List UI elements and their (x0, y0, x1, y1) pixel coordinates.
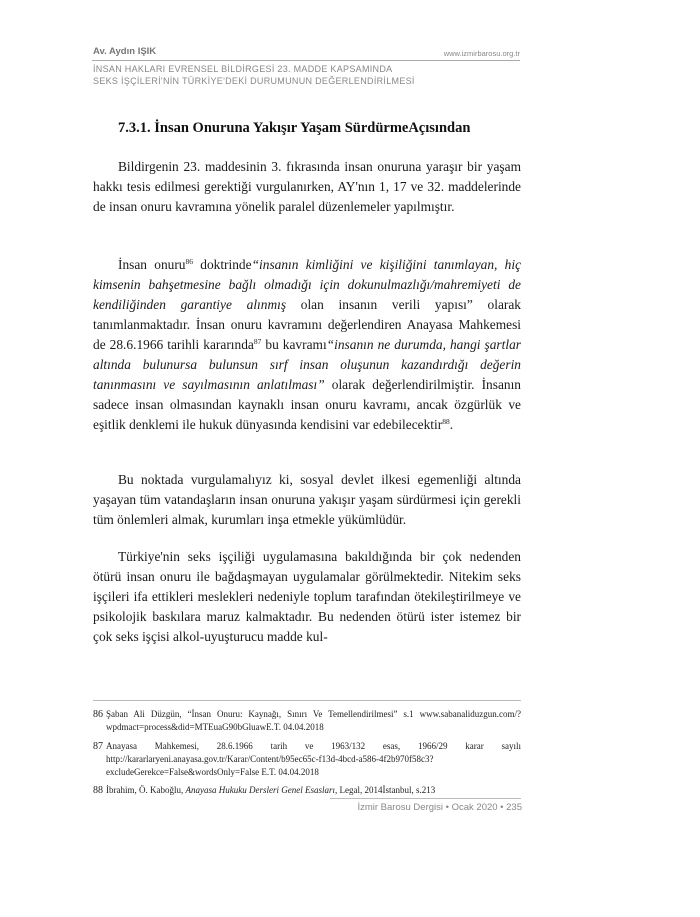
footnote-text-a: İbrahim, Ö. Kaboğlu, (106, 785, 186, 795)
footnote-86 (93, 708, 521, 734)
paragraph-2 (93, 255, 521, 435)
p2-quote-1: “insanın kimliğini ve kişiliğini tanımlayan, hiç kimsenin bahşetmesine bağlı olmadığı için dokunulmazlığı/mahremiyeti de kendiliğinden garantiye alınmış (93, 257, 522, 312)
footnote-rule (93, 700, 521, 701)
header-title-line-1: İNSAN HAKLARI EVRENSEL BİLDİRGESİ 23. MADDE KAPSAMINDA (93, 64, 393, 74)
footnote-text: Şaban Ali Düzgün, “İnsan Onuru: Kaynağı, Sınırı Ve Temellendirilmesi” s.1 www.sabanaliduzgun.com/?wpdmact=process&did=MTEuaG90bGluawE.T. 04.04.2018 (106, 709, 521, 732)
header-title-line-2: SEKS İŞÇİLERİ'NİN TÜRKİYE'DEKİ DURUMUNUN DEĞERLENDİRİLMESİ (93, 76, 415, 86)
p2-part-a: İnsan onuru (118, 257, 186, 272)
p2-quote-2: “insanın ne durumda, hangi şartlar altında bulunursa bulunsun sırf insan oluşunun kazandırdığı değerin tanınmasını ve sayılmasının anlatılması” (93, 337, 521, 392)
paragraph-4 (93, 547, 521, 647)
footnote-ref-87[interactable]: 87 (253, 337, 262, 346)
header-rule (92, 60, 520, 61)
footnote-ref-88[interactable]: 88 (442, 417, 450, 426)
paragraph-3 (93, 470, 521, 530)
footnote-book-title: Anayasa Hukuku Dersleri Genel Esasları, (185, 785, 338, 795)
header-author: Av. Aydın IŞIK (93, 46, 157, 57)
footnote-number: 87 (93, 741, 103, 752)
p2-part-h: . (449, 417, 454, 432)
header-article-title (93, 63, 415, 87)
p2-part-e: bu kavramı (261, 337, 327, 352)
paragraph-1-text: Bildirgenin 23. maddesinin 3. fıkrasında insan onuruna yaraşır bir yaşam hakkı tesis edilmesi gerektiği vurgulanırken, AY'nın 1, 17 ve 32. maddelerinde de insan onuru kavramına yönelik paralel düzenlemeler yapılmıştır. (93, 159, 521, 214)
header-url[interactable]: www.izmirbarosu.org.tr (443, 49, 520, 58)
p2-part-g: olarak değerlendirilmiştir. İnsanın sadece insan olmasından kaynaklı insan onuru kavramı, ancak özgürlük ve eşitlik denklemi ile hukuk dünyasında kendisini var edebilecektir (93, 377, 521, 432)
footnote-number: 86 (93, 709, 103, 720)
footnote-ref-86[interactable]: 86 (185, 257, 193, 266)
paragraph-1 (93, 157, 521, 217)
footnote-text: Anayasa Mahkemesi, 28.6.1966 tarih ve 1963/132 esas, 1966/29 karar sayılı http://kararlaryeni.anayasa.gov.tr/Karar/Content/b95ec65c-f13d-4bcd-a586-4f2b970f58c3?excludeGerekce=False&wordsOnly=False E.T. 04.04.2018 (106, 741, 521, 777)
footnote-number: 88 (93, 785, 103, 796)
footnote-88 (93, 784, 521, 797)
p2-part-d: olan insanın verili yapısı” olarak tanımlanmaktadır. İnsan onuru kavramını değerlendiren Anayasa Mahkemesi de 28.6.1966 tarihli kararında (93, 297, 521, 352)
footnote-text-c: Legal, 2014İstanbul, s.213 (337, 785, 436, 795)
paragraph-4-text: Türkiye'nin seks işçiliği uygulamasına bakıldığında bir çok nedenden ötürü insan onuru ile bağdaşmayan uygulamalar görülmektedir. Nitekim seks işçileri ifa ettikleri meslekleri nedeniyle toplum tarafından ötekileştirilmeye ve psikolojik baskılara maruz kalmaktadır. Bu nedenden ötürü ister istemez bir çok seks işçisi alkol-uyuşturucu madde kul- (93, 549, 521, 644)
footer-rule (330, 798, 521, 799)
footnote-87 (93, 740, 521, 779)
section-heading: 7.3.1. İnsan Onuruna Yakışır Yaşam SürdürmeAçısından (118, 120, 471, 136)
p2-part-b: doktrinde (193, 257, 252, 272)
paragraph-3-text: Bu noktada vurgulamalıyız ki, sosyal devlet ilkesi egemenliği altında yaşayan tüm vatandaşların insan onuruna yakışır yaşam sürdürmesi için gerekli tüm önlemleri almak, kurumları inşa etmekle yükümlüdür. (93, 472, 521, 527)
page-footer: İzmir Barosu Dergisi • Ocak 2020 • 235 (357, 802, 522, 813)
